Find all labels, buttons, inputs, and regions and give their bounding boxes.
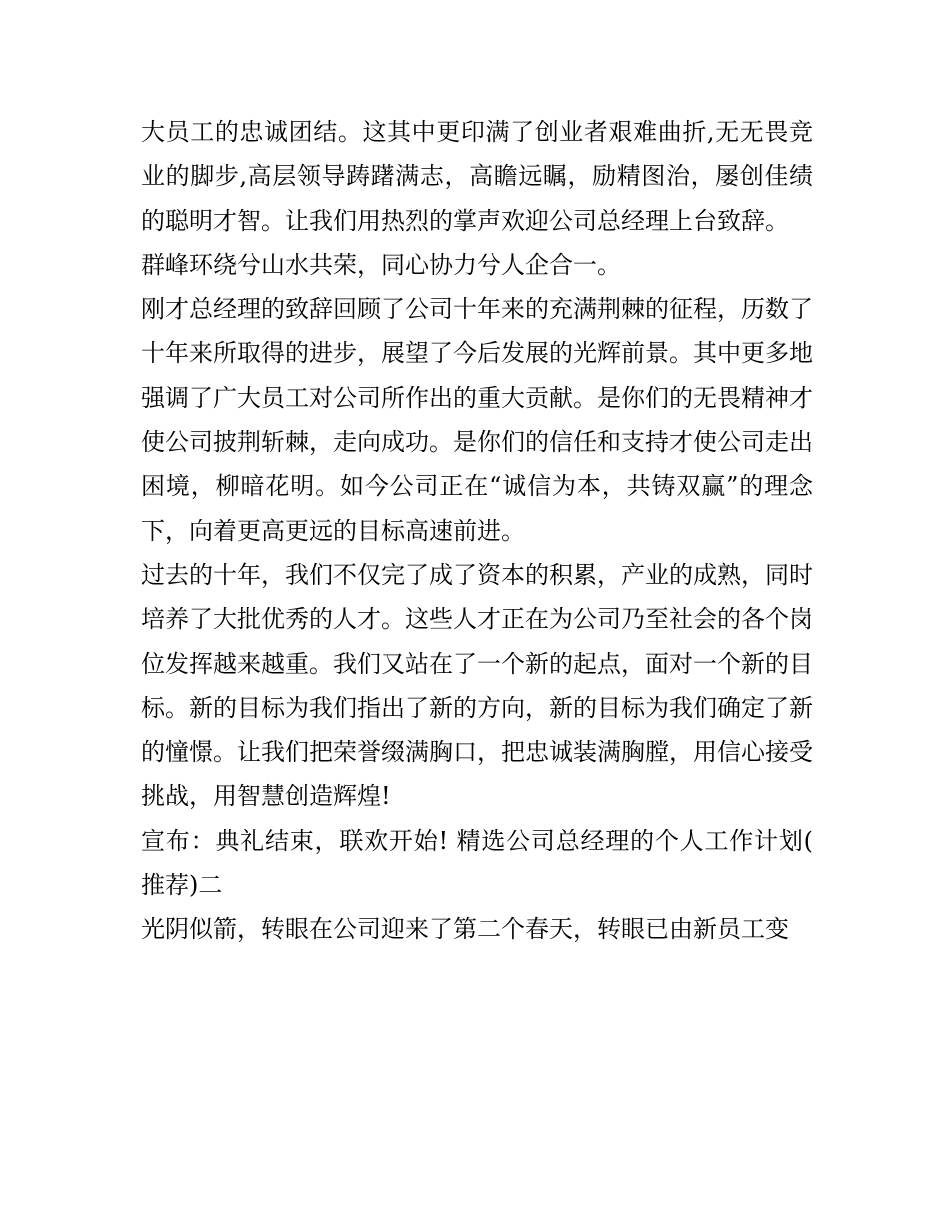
- document-body: [141, 110, 813, 952]
- paragraph-1: 大员工的忠诚团结。这其中更印满了创业者艰难曲折,无无畏竞业的脚步,高层领导踌躇满志，高瞻远瞩，励精图治，屡创佳绩的聪明才智。让我们用热烈的掌声欢迎公司总经理上台致辞。: [141, 118, 813, 235]
- paragraph-6: 光阴似箭，转眼在公司迎来了第二个春天，转眼已由新员工变: [141, 915, 789, 944]
- paragraph-5: 宣布：典礼结束，联欢开始! 精选公司总经理的个人工作计划(推荐)二: [141, 826, 813, 900]
- paragraph-4: 过去的十年，我们不仅完了成了资本的积累，产业的成熟，同时培养了大批优秀的人才。这些人才正在为公司乃至社会的各个岗位发挥越来越重。我们又站在了一个新的起点，面对一个新的目标。新的目标为我们指出了新的方向，新的目标为我们确定了新的憧憬。让我们把荣誉缀满胸口，把忠诚装满胸膛，用信心接受挑战，用智慧创造辉煌!: [141, 560, 813, 811]
- paragraph-3: 刚才总经理的致辞回顾了公司十年来的充满荆棘的征程，历数了十年来所取得的进步，展望了今后发展的光辉前景。其中更多地强调了广大员工对公司所作出的重大贡献。是你们的无畏精神才使公司披荆斩棘，走向成功。是你们的信任和支持才使公司走出困境，柳暗花明。如今公司正在“诚信为本，共铸双赢”的理念下，向着更高更远的目标高速前进。: [141, 295, 813, 545]
- paragraph-2: 群峰环绕兮山水共荣，同心协力兮人企合一。: [141, 250, 621, 279]
